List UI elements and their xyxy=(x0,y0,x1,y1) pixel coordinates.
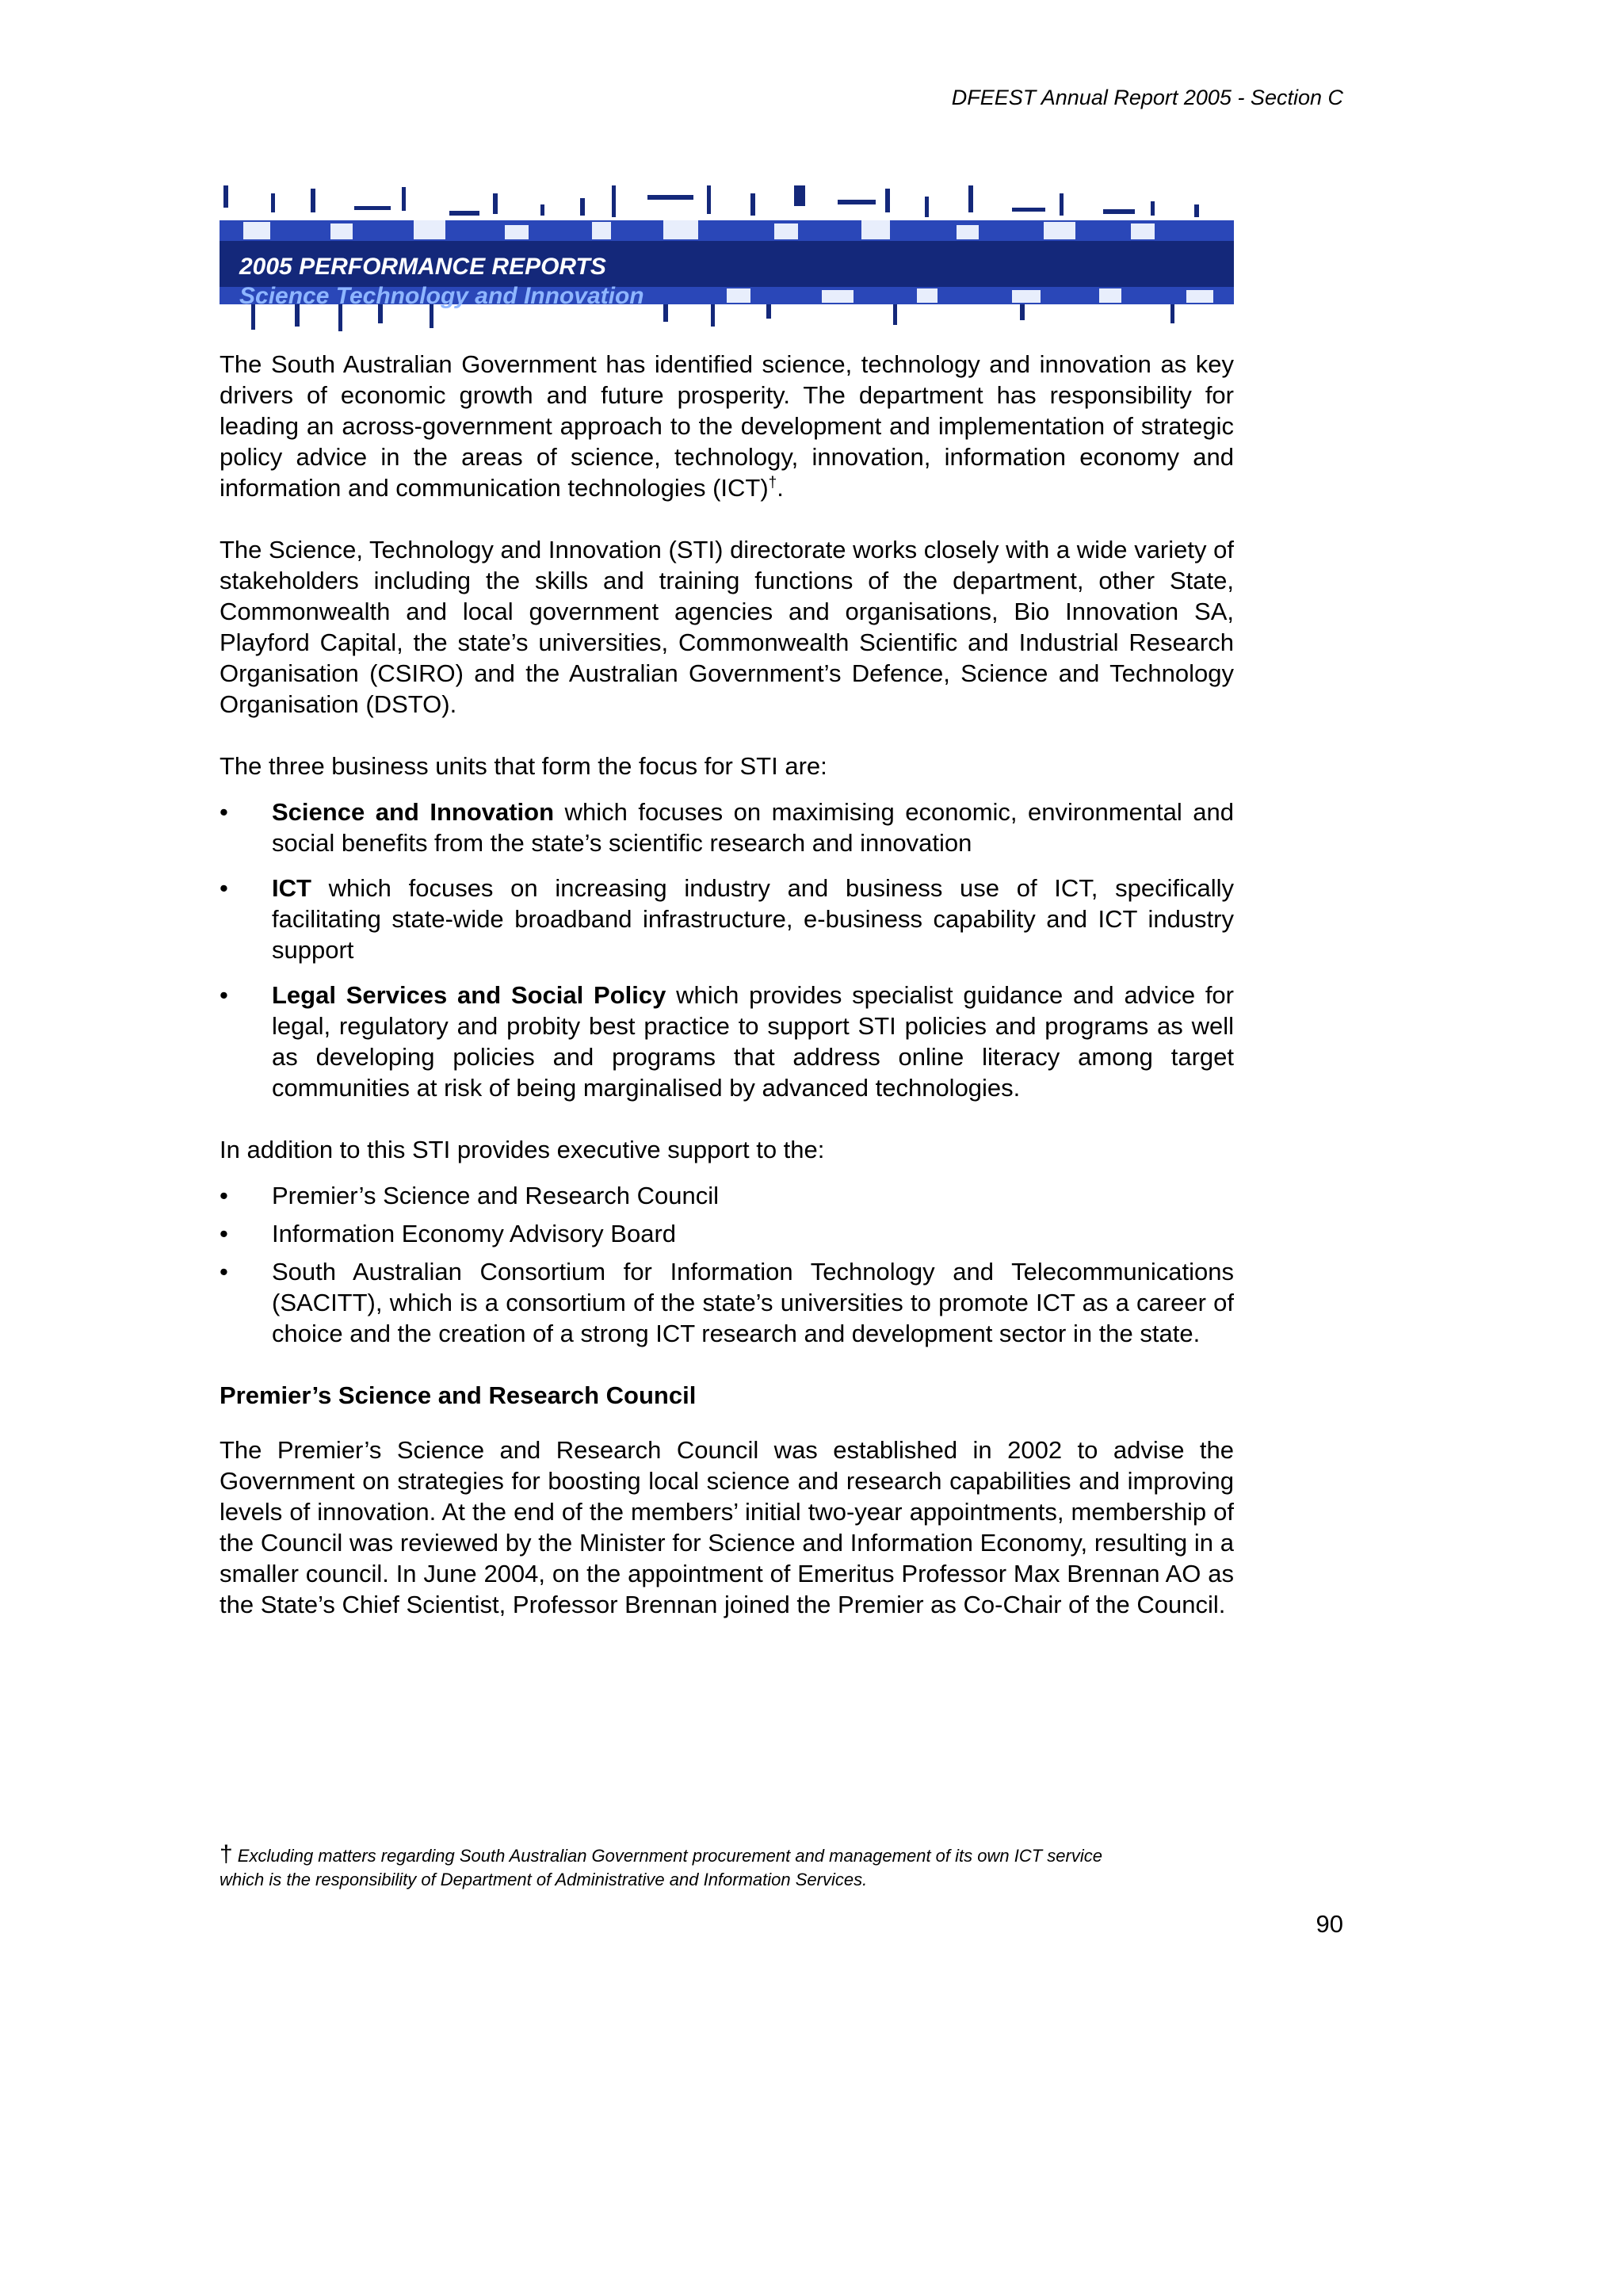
banner-title: 2005 PERFORMANCE REPORTS xyxy=(239,254,606,280)
paragraph-intro: The South Australian Government has identified science, technology and innovation as key drivers of economic growth and future prosperity. The department has responsibility for leading an across-government approach to the development and implementation of strategic policy advice in the areas of science, technology, innovation, information economy and information and communication technologies (ICT)†. xyxy=(220,350,1234,502)
banner-subtitle: Science Technology and Innovation xyxy=(239,283,644,309)
footnote: † Excluding matters regarding South Australian Government procurement and management of its own ICT service which is the responsibility of Department of Administrative and Information Services. xyxy=(220,1841,1102,1889)
list-item: • Legal Services and Social Policy which provides specialist guidance and advice for legal, regulatory and probity best practice to support STI policies and programs as well as developing policies and programs that address online literacy among target communities at risk of being marginalised by advanced technologies. xyxy=(220,980,1234,1103)
paragraph-business-units-lead: The three business units that form the focus for STI are: xyxy=(220,752,827,780)
dagger-symbol: † xyxy=(220,1841,233,1867)
paragraph-council: The Premier’s Science and Research Council was established in 2002 to advise the Government on strategies for boosting local science and research capabilities and improving levels of innovation. At the end of the members’ initial two-year appointments, membership of the Council was reviewed by the Minister for Science and Information Economy, resulting in a smaller council. In June 2004, on the appointment of Emeritus Professor Max Brennan AO as the State’s Chief Scientist, Professor Brennan joined the Premier as Co-Chair of the Council. xyxy=(220,1436,1234,1618)
body-content xyxy=(220,349,1234,1651)
support-list xyxy=(220,1180,1234,1349)
list-item: • South Australian Consortium for Information Technology and Telecommunications (SACITT), which is a consortium of the state’s universities to promote ICT as a career of choice and the creation of a strong ICT research and development sector in the state. xyxy=(220,1256,1234,1349)
list-item: • Science and Innovation which focuses on maximising economic, environmental and social benefits from the state’s scientific research and innovation xyxy=(220,797,1234,858)
business-units-list xyxy=(220,797,1234,1103)
list-item: • ICT which focuses on increasing industry and business use of ICT, specifically facilitating state-wide broadband infrastructure, e-business capability and ICT industry support xyxy=(220,873,1234,965)
list-item: • Premier’s Science and Research Council xyxy=(220,1180,1234,1211)
dagger-footnote-marker: † xyxy=(768,474,777,491)
list-item: • Information Economy Advisory Board xyxy=(220,1218,1234,1249)
paragraph-support-lead: In addition to this STI provides executive support to the: xyxy=(220,1136,825,1163)
paragraph-stakeholders: The Science, Technology and Innovation (STI) directorate works closely with a wide variety of stakeholders including the skills and training functions of the department, other State, Commonwealth and local government agencies and organisations, Bio Innovation SA, Playford Capital, the state’s universities, Commonwealth Scientific and Industrial Research Organisation (CSIRO) and the Australian Government’s Defence, Science and Technology Organisation (DSTO). xyxy=(220,536,1234,718)
section-heading: Premier’s Science and Research Council xyxy=(220,1381,697,1409)
running-head: DFEEST Annual Report 2005 - Section C xyxy=(951,86,1343,109)
page-number: 90 xyxy=(1316,1910,1343,1938)
